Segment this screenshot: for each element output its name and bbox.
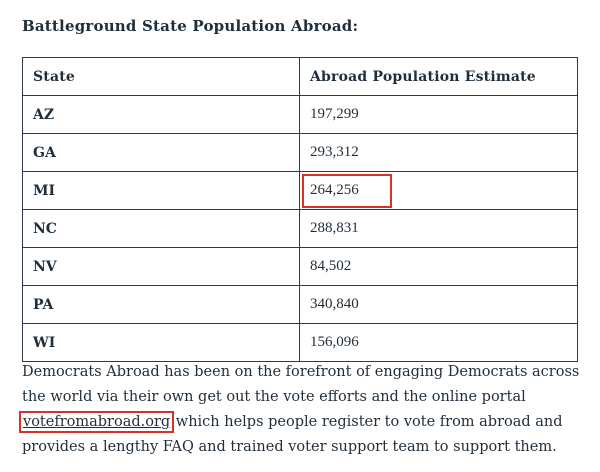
votefromabroad-link[interactable]: votefromabroad.org xyxy=(23,414,171,430)
table-row xyxy=(23,324,578,362)
estimate-cell: 340,840 xyxy=(300,286,578,324)
state-cell: AZ xyxy=(23,96,300,134)
section-heading: Battleground State Population Abroad: xyxy=(22,17,359,35)
table-row xyxy=(23,248,578,286)
estimate-value: 264,256 xyxy=(310,182,359,198)
column-header-estimate: Abroad Population Estimate xyxy=(300,58,578,96)
estimate-cell: 84,502 xyxy=(300,248,578,286)
estimate-cell: 156,096 xyxy=(300,324,578,362)
state-cell: WI xyxy=(23,324,300,362)
table-row xyxy=(23,134,578,172)
state-cell: PA xyxy=(23,286,300,324)
table-row xyxy=(23,210,578,248)
state-cell: NV xyxy=(23,248,300,286)
state-cell: NC xyxy=(23,210,300,248)
population-table xyxy=(22,57,578,362)
paragraph-text-before: Democrats Abroad has been on the forefront of engaging Democrats across the world via their own get out the vote efforts and the online portal xyxy=(22,364,580,405)
column-header-state: State xyxy=(23,58,300,96)
state-cell: GA xyxy=(23,134,300,172)
table-row xyxy=(23,172,578,210)
estimate-cell-highlighted xyxy=(300,172,578,210)
state-cell: MI xyxy=(23,172,300,210)
estimate-cell: 197,299 xyxy=(300,96,578,134)
table-row xyxy=(23,96,578,134)
estimate-cell: 288,831 xyxy=(300,210,578,248)
body-paragraph xyxy=(22,360,582,460)
estimate-cell: 293,312 xyxy=(300,134,578,172)
paragraph-text-after: which helps people register to vote from abroad and provides a lengthy FAQ and trained voter support team to support them. xyxy=(22,414,563,455)
table-header-row xyxy=(23,58,578,96)
table-row xyxy=(23,286,578,324)
